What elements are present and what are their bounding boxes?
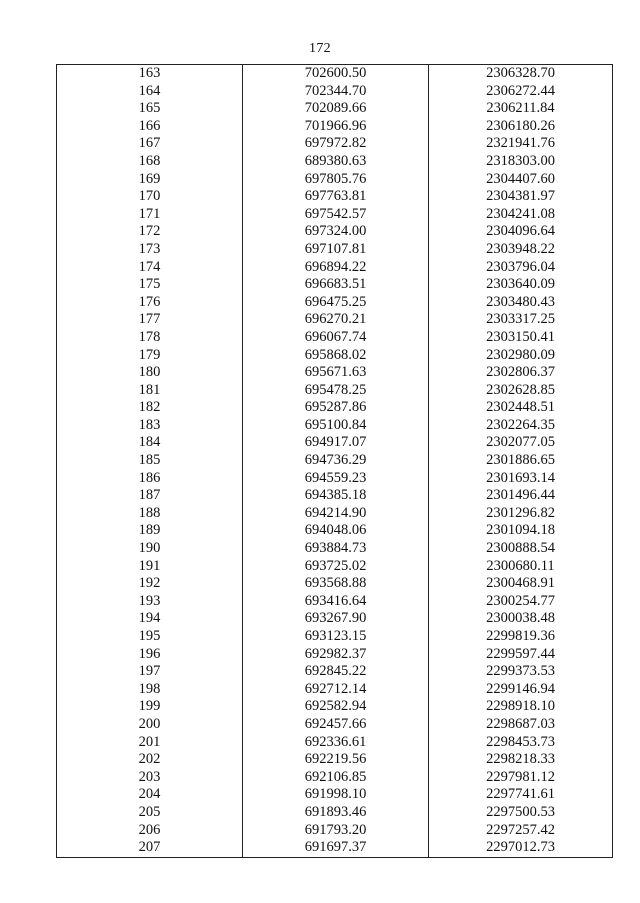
y-coordinate-cell: 2299819.36 [429,628,613,646]
y-coordinate-cell: 2306328.70 [429,65,613,83]
table-row [57,769,613,787]
y-coordinate-cell: 2306180.26 [429,118,613,136]
x-coordinate-cell: 695287.86 [243,399,429,417]
table-row [57,822,613,840]
y-coordinate-cell: 2298453.73 [429,734,613,752]
table-row [57,452,613,470]
point-number-cell: 175 [57,276,243,294]
y-coordinate-cell: 2306272.44 [429,83,613,101]
table-row [57,276,613,294]
table-row [57,311,613,329]
y-coordinate-cell: 2304241.08 [429,206,613,224]
y-coordinate-cell: 2297741.61 [429,786,613,804]
table-row [57,153,613,171]
point-number-cell: 207 [57,839,243,857]
y-coordinate-cell: 2306211.84 [429,100,613,118]
table-row [57,83,613,101]
y-coordinate-cell: 2302628.85 [429,382,613,400]
x-coordinate-cell: 697542.57 [243,206,429,224]
x-coordinate-cell: 702089.66 [243,100,429,118]
point-number-cell: 178 [57,329,243,347]
table-row [57,839,613,857]
x-coordinate-cell: 691998.10 [243,786,429,804]
x-coordinate-cell: 697972.82 [243,135,429,153]
table-row [57,399,613,417]
x-coordinate-cell: 691697.37 [243,839,429,857]
table-row [57,434,613,452]
point-number-cell: 165 [57,100,243,118]
y-coordinate-cell: 2301296.82 [429,505,613,523]
x-coordinate-cell: 693416.64 [243,593,429,611]
point-number-cell: 182 [57,399,243,417]
table-row [57,259,613,277]
x-coordinate-cell: 693725.02 [243,558,429,576]
y-coordinate-cell: 2302980.09 [429,347,613,365]
y-coordinate-cell: 2321941.76 [429,135,613,153]
x-coordinate-cell: 697107.81 [243,241,429,259]
x-coordinate-cell: 695478.25 [243,382,429,400]
point-number-cell: 195 [57,628,243,646]
y-coordinate-cell: 2302806.37 [429,364,613,382]
y-coordinate-cell: 2301496.44 [429,487,613,505]
x-coordinate-cell: 694559.23 [243,470,429,488]
table-row [57,698,613,716]
table-row [57,751,613,769]
y-coordinate-cell: 2297500.53 [429,804,613,822]
point-number-cell: 183 [57,417,243,435]
x-coordinate-cell: 692219.56 [243,751,429,769]
table-row [57,223,613,241]
table-row [57,206,613,224]
table-row [57,593,613,611]
y-coordinate-cell: 2298918.10 [429,698,613,716]
table-row [57,329,613,347]
point-number-cell: 186 [57,470,243,488]
x-coordinate-cell: 694385.18 [243,487,429,505]
x-coordinate-cell: 693884.73 [243,540,429,558]
table-row [57,347,613,365]
point-number-cell: 174 [57,259,243,277]
table-row [57,681,613,699]
point-number-cell: 193 [57,593,243,611]
table-row [57,522,613,540]
y-coordinate-cell: 2300680.11 [429,558,613,576]
table-row [57,487,613,505]
x-coordinate-cell: 693568.88 [243,575,429,593]
point-number-cell: 198 [57,681,243,699]
point-number-cell: 192 [57,575,243,593]
y-coordinate-cell: 2301886.65 [429,452,613,470]
point-number-cell: 199 [57,698,243,716]
y-coordinate-cell: 2302448.51 [429,399,613,417]
table-row [57,734,613,752]
table-row [57,663,613,681]
x-coordinate-cell: 692582.94 [243,698,429,716]
y-coordinate-cell: 2304407.60 [429,171,613,189]
point-number-cell: 184 [57,434,243,452]
x-coordinate-cell: 696683.51 [243,276,429,294]
table-row [57,804,613,822]
x-coordinate-cell: 692457.66 [243,716,429,734]
point-number-cell: 179 [57,347,243,365]
point-number-cell: 167 [57,135,243,153]
y-coordinate-cell: 2303796.04 [429,259,613,277]
y-coordinate-cell: 2299146.94 [429,681,613,699]
table-row [57,417,613,435]
point-number-cell: 188 [57,505,243,523]
x-coordinate-cell: 694736.29 [243,452,429,470]
coordinates-table [56,64,613,858]
x-coordinate-cell: 692845.22 [243,663,429,681]
y-coordinate-cell: 2299373.53 [429,663,613,681]
table-row [57,558,613,576]
y-coordinate-cell: 2298218.33 [429,751,613,769]
table-row [57,188,613,206]
point-number-cell: 203 [57,769,243,787]
table-row [57,646,613,664]
table-row [57,241,613,259]
table-row [57,382,613,400]
point-number-cell: 202 [57,751,243,769]
table-row [57,65,613,83]
x-coordinate-cell: 697805.76 [243,171,429,189]
x-coordinate-cell: 692982.37 [243,646,429,664]
y-coordinate-cell: 2302264.35 [429,417,613,435]
y-coordinate-cell: 2297981.12 [429,769,613,787]
y-coordinate-cell: 2300254.77 [429,593,613,611]
table-row [57,628,613,646]
point-number-cell: 163 [57,65,243,83]
x-coordinate-cell: 691793.20 [243,822,429,840]
y-coordinate-cell: 2298687.03 [429,716,613,734]
y-coordinate-cell: 2301094.18 [429,522,613,540]
x-coordinate-cell: 694214.90 [243,505,429,523]
x-coordinate-cell: 696067.74 [243,329,429,347]
y-coordinate-cell: 2304381.97 [429,188,613,206]
y-coordinate-cell: 2303150.41 [429,329,613,347]
x-coordinate-cell: 695868.02 [243,347,429,365]
x-coordinate-cell: 696270.21 [243,311,429,329]
point-number-cell: 201 [57,734,243,752]
point-number-cell: 200 [57,716,243,734]
table-row [57,786,613,804]
x-coordinate-cell: 693267.90 [243,610,429,628]
table-row [57,470,613,488]
point-number-cell: 189 [57,522,243,540]
y-coordinate-cell: 2303480.43 [429,294,613,312]
x-coordinate-cell: 695671.63 [243,364,429,382]
x-coordinate-cell: 694917.07 [243,434,429,452]
point-number-cell: 170 [57,188,243,206]
point-number-cell: 187 [57,487,243,505]
x-coordinate-cell: 692336.61 [243,734,429,752]
point-number-cell: 191 [57,558,243,576]
x-coordinate-cell: 697763.81 [243,188,429,206]
y-coordinate-cell: 2304096.64 [429,223,613,241]
x-coordinate-cell: 702600.50 [243,65,429,83]
point-number-cell: 171 [57,206,243,224]
x-coordinate-cell: 695100.84 [243,417,429,435]
y-coordinate-cell: 2300038.48 [429,610,613,628]
y-coordinate-cell: 2302077.05 [429,434,613,452]
point-number-cell: 181 [57,382,243,400]
point-number-cell: 197 [57,663,243,681]
x-coordinate-cell: 701966.96 [243,118,429,136]
table-row [57,294,613,312]
y-coordinate-cell: 2297012.73 [429,839,613,857]
y-coordinate-cell: 2303317.25 [429,311,613,329]
point-number-cell: 180 [57,364,243,382]
table-row [57,135,613,153]
point-number-cell: 190 [57,540,243,558]
page-number: 172 [309,41,331,56]
y-coordinate-cell: 2318303.00 [429,153,613,171]
y-coordinate-cell: 2301693.14 [429,470,613,488]
x-coordinate-cell: 694048.06 [243,522,429,540]
coordinates-table-body [57,65,613,858]
point-number-cell: 185 [57,452,243,470]
point-number-cell: 166 [57,118,243,136]
table-row [57,575,613,593]
x-coordinate-cell: 692106.85 [243,769,429,787]
x-coordinate-cell: 696475.25 [243,294,429,312]
x-coordinate-cell: 702344.70 [243,83,429,101]
point-number-cell: 164 [57,83,243,101]
table-row [57,171,613,189]
point-number-cell: 172 [57,223,243,241]
x-coordinate-cell: 697324.00 [243,223,429,241]
point-number-cell: 194 [57,610,243,628]
table-row [57,716,613,734]
table-row [57,540,613,558]
point-number-cell: 196 [57,646,243,664]
x-coordinate-cell: 696894.22 [243,259,429,277]
point-number-cell: 176 [57,294,243,312]
point-number-cell: 169 [57,171,243,189]
x-coordinate-cell: 692712.14 [243,681,429,699]
y-coordinate-cell: 2303640.09 [429,276,613,294]
y-coordinate-cell: 2303948.22 [429,241,613,259]
table-row [57,118,613,136]
y-coordinate-cell: 2300888.54 [429,540,613,558]
point-number-cell: 173 [57,241,243,259]
point-number-cell: 177 [57,311,243,329]
table-row [57,364,613,382]
point-number-cell: 168 [57,153,243,171]
x-coordinate-cell: 693123.15 [243,628,429,646]
y-coordinate-cell: 2300468.91 [429,575,613,593]
x-coordinate-cell: 689380.63 [243,153,429,171]
point-number-cell: 205 [57,804,243,822]
table-row [57,100,613,118]
table-row [57,610,613,628]
y-coordinate-cell: 2299597.44 [429,646,613,664]
point-number-cell: 206 [57,822,243,840]
y-coordinate-cell: 2297257.42 [429,822,613,840]
table-row [57,505,613,523]
x-coordinate-cell: 691893.46 [243,804,429,822]
point-number-cell: 204 [57,786,243,804]
